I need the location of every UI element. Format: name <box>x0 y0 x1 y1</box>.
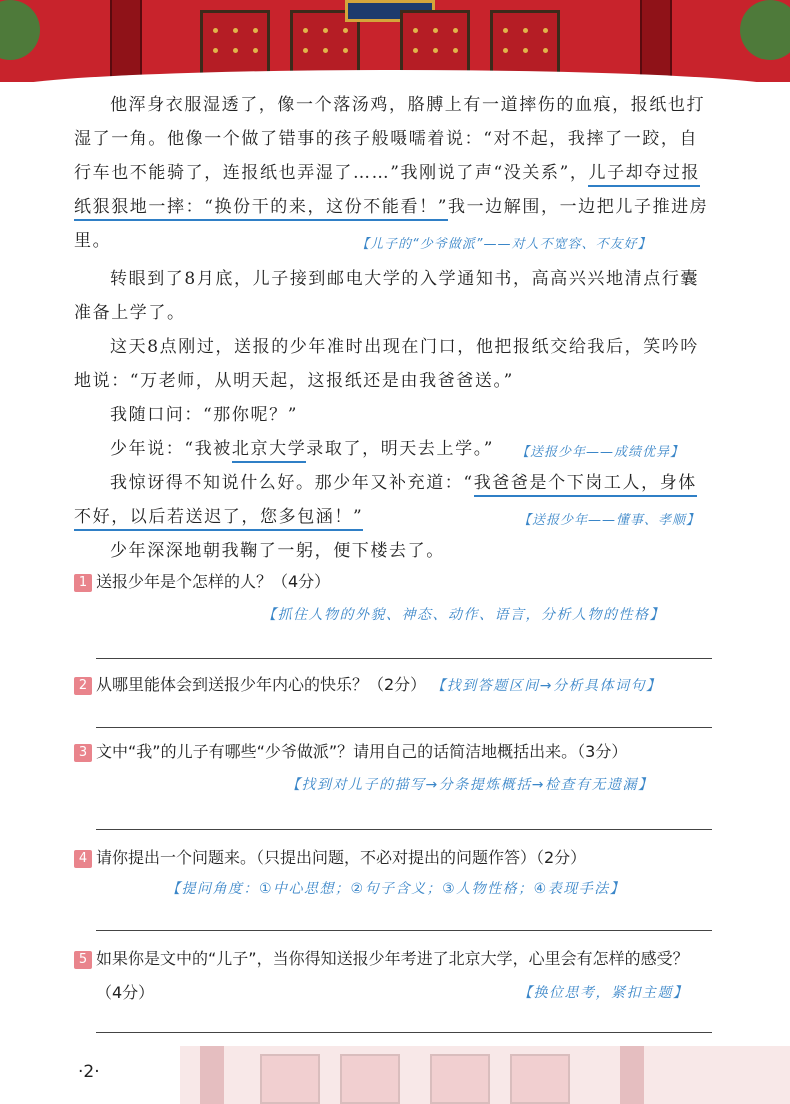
question-4 <box>74 843 724 873</box>
paragraph: 我随口问：“那你呢？” <box>110 405 298 425</box>
paragraph: 少年深深地朝我鞠了一躬，便下楼去了。 <box>110 541 445 561</box>
annotation-note: 【儿子的“少爷做派”——对人不宽容、不友好】 <box>356 237 652 252</box>
annotation-note: 【送报少年——懂事、孝顺】 <box>518 513 701 528</box>
pillar <box>640 0 672 82</box>
question-text: 送报少年是个怎样的人？（4分） <box>96 572 331 591</box>
question-1 <box>74 567 724 597</box>
answer-line[interactable] <box>96 727 712 728</box>
page-number: ·2· <box>78 1062 100 1082</box>
paragraph: 这天8点刚过，送报的少年准时出现在门口，他把报纸交给我后，笑吟吟地说：“万老师，从明天起，这报纸还是由我爸爸送。” <box>74 337 700 391</box>
question-hint: 【换位思考，紧扣主题】 <box>518 985 689 1001</box>
tree-decoration <box>740 0 790 60</box>
question-3 <box>74 737 724 767</box>
question-number-badge: 4 <box>74 850 92 868</box>
underlined-sentence: 儿子却夺过报纸狠狠地一摔：“换份干的来，这份不能看！” <box>74 163 700 221</box>
paragraph-text: 我惊讶得不知说什么好。那少年又补充道：“ <box>110 473 474 493</box>
underlined-phrase: 北京大学 <box>232 439 306 463</box>
question-hint: 【找到对儿子的描写→分条提炼概括→检查有无遗漏】 <box>286 777 654 793</box>
question-hint: 【抓住人物的外貌、神态、动作、语言，分析人物的性格】 <box>262 607 665 623</box>
paragraph-text: 我一边解围，一边把儿子推进房里。 <box>74 197 709 251</box>
question-number-badge: 2 <box>74 677 92 695</box>
question-number-badge: 3 <box>74 744 92 762</box>
question-text: 文中“我”的儿子有哪些“少爷做派”？请用自己的话简洁地概括出来。（3分） <box>96 742 628 761</box>
underlined-sentence: 我爸爸是个下岗工人，身体不好，以后若送迟了，您多包涵！” <box>74 473 697 531</box>
tree-decoration <box>0 0 40 60</box>
answer-line[interactable] <box>96 829 712 830</box>
annotation-note: 【送报少年——成绩优异】 <box>516 445 685 460</box>
paragraph-text: 他浑身衣服湿透了，像一个落汤鸡，胳膊上有一道摔伤的血痕，报纸也打湿了一角。他像一个做了错事的孩子般嗫嚅着说：“对不起，我摔了一跤，自行车也不能骑了，连报纸也弄湿了……”我刚说了声“没关系”， <box>74 95 706 183</box>
paragraph: 转眼到了8月底，儿子接到邮电大学的入学通知书，高高兴兴地清点行囊准备上学了。 <box>74 269 700 323</box>
question-number-badge: 5 <box>74 951 92 969</box>
answer-line[interactable] <box>96 930 712 931</box>
question-number-badge: 1 <box>74 574 92 592</box>
paragraph-text: 少年说：“我被 <box>110 439 232 459</box>
question-text: 请你提出一个问题来。（只提出问题，不必对提出的问题作答）（2分） <box>96 848 587 867</box>
question-score: （4分） <box>96 983 155 1002</box>
paragraph-text: 录取了，明天去上学。” <box>306 439 495 459</box>
question-text: 从哪里能体会到送报少年内心的快乐？（2分） <box>96 675 427 694</box>
question-hint: 【找到答题区间→分析具体词句】 <box>431 678 662 694</box>
question-2 <box>74 670 724 701</box>
answer-line[interactable] <box>96 658 712 659</box>
question-text: 如果你是文中的“儿子”，当你得知送报少年考进了北京大学，心里会有怎样的感受？ <box>96 949 689 968</box>
answer-line[interactable] <box>96 1032 712 1033</box>
question-5 <box>74 944 724 974</box>
footer-illustration <box>180 1046 790 1104</box>
question-hint: 【提问角度：①中心思想；②句子含义；③人物性格；④表现手法】 <box>166 881 626 897</box>
pillar <box>110 0 142 82</box>
